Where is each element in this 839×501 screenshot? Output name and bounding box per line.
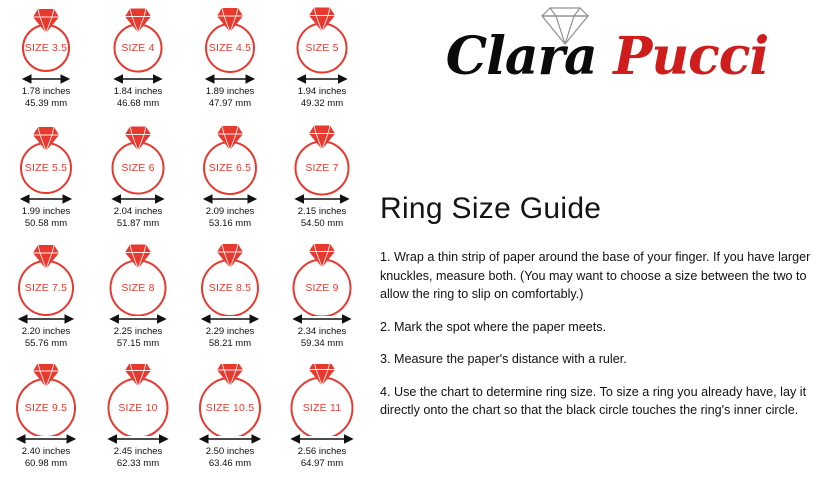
ring-measurement: [276, 326, 368, 349]
ring-size-label: SIZE 8: [121, 282, 155, 294]
measurement-inches: 2.25 inches: [113, 326, 163, 337]
ring-measurement: [276, 446, 368, 469]
instruction-step: 4. Use the chart to determine ring size. To size a ring you already have, lay it directly onto the chart so that the black circle touches the ring's inner circle.: [380, 384, 807, 417]
ring-size-label: SIZE 9.5: [24, 402, 68, 414]
ring-size-label: SIZE 7: [305, 162, 339, 174]
measurement-inches: 1.84 inches: [113, 86, 163, 97]
ring-size-cell[interactable]: [92, 4, 184, 124]
double-arrow-icon: [6, 432, 86, 444]
ring-size-label: SIZE 11: [302, 402, 342, 414]
ring-size-label: SIZE 5.5: [24, 162, 68, 174]
ring-measurement: [92, 206, 184, 229]
measurement-mm: 57.15 mm: [116, 337, 160, 349]
double-arrow-icon: [6, 312, 86, 324]
ring-measurement: [184, 446, 276, 469]
diamond-ring-icon: [94, 4, 182, 76]
ring-size-cell[interactable]: [276, 364, 368, 484]
page-title: Ring Size Guide: [380, 192, 602, 225]
ring-size-chart: [0, 0, 368, 501]
ring-measurement: [0, 326, 92, 349]
ring-size-label: SIZE 3.5: [24, 42, 68, 54]
diamond-ring-icon: [186, 364, 274, 436]
double-arrow-icon: [98, 312, 178, 324]
measurement-mm: 63.46 mm: [208, 457, 252, 469]
ring-size-cell[interactable]: [276, 244, 368, 364]
ring-measurement: [92, 326, 184, 349]
measurement-mm: 59.34 mm: [300, 337, 344, 349]
ring-size-label: SIZE 7.5: [24, 282, 68, 294]
ring-size-cell[interactable]: [0, 4, 92, 124]
ring-size-cell[interactable]: [276, 124, 368, 244]
instruction-step: 1. Wrap a thin strip of paper around the base of your finger. If you have larger knuckles, measure both. (You may want to choose a size between the two to allow the ring to slip on comfortably.): [380, 250, 811, 301]
measurement-mm: 53.16 mm: [208, 217, 252, 229]
diamond-ring-icon: [2, 4, 90, 76]
ring-measurement: [92, 446, 184, 469]
measurement-inches: 2.15 inches: [297, 206, 347, 217]
diamond-ring-icon: [278, 244, 366, 316]
double-arrow-icon: [282, 432, 362, 444]
measurement-mm: 64.97 mm: [300, 457, 344, 469]
measurement-inches: 2.56 inches: [297, 446, 347, 457]
measurement-mm: 51.87 mm: [116, 217, 160, 229]
brand-logo: [382, 4, 832, 104]
measurement-mm: 58.21 mm: [208, 337, 252, 349]
measurement-mm: 50.58 mm: [24, 217, 68, 229]
ring-size-label: SIZE 5: [305, 42, 339, 54]
brand-name: [382, 28, 832, 86]
ring-size-label: SIZE 6.5: [208, 162, 252, 174]
double-arrow-icon: [98, 72, 178, 84]
ring-size-cell[interactable]: [184, 244, 276, 364]
measurement-mm: 54.50 mm: [300, 217, 344, 229]
double-arrow-icon: [190, 192, 270, 204]
diamond-ring-icon: [278, 124, 366, 196]
ring-size-cell[interactable]: [92, 244, 184, 364]
ring-size-label: SIZE 9: [305, 282, 339, 294]
ring-measurement: [0, 446, 92, 469]
ring-size-label: SIZE 10.5: [205, 402, 255, 414]
measurement-inches: 2.29 inches: [205, 326, 255, 337]
diamond-ring-icon: [2, 244, 90, 316]
brand-second-word: Pucci: [613, 26, 769, 87]
ring-measurement: [92, 86, 184, 109]
measurement-inches: 1.78 inches: [21, 86, 71, 97]
measurement-mm: 45.39 mm: [24, 97, 68, 109]
ring-measurement: [276, 206, 368, 229]
diamond-ring-icon: [278, 4, 366, 76]
double-arrow-icon: [6, 72, 86, 84]
diamond-ring-icon: [2, 364, 90, 436]
ring-measurement: [184, 326, 276, 349]
measurement-mm: 60.98 mm: [24, 457, 68, 469]
ring-size-label: SIZE 4.5: [208, 42, 252, 54]
ring-size-cell[interactable]: [184, 124, 276, 244]
instruction-step: 2. Mark the spot where the paper meets.: [380, 319, 607, 334]
measurement-inches: 1.89 inches: [205, 86, 255, 97]
ring-size-cell[interactable]: [92, 124, 184, 244]
double-arrow-icon: [282, 312, 362, 324]
measurement-inches: 2.50 inches: [205, 446, 255, 457]
measurement-mm: 62.33 mm: [116, 457, 160, 469]
diamond-ring-icon: [186, 4, 274, 76]
diamond-ring-icon: [278, 364, 366, 436]
measurement-inches: 2.45 inches: [113, 446, 163, 457]
measurement-inches: 1.99 inches: [21, 206, 71, 217]
double-arrow-icon: [98, 432, 178, 444]
diamond-ring-icon: [186, 124, 274, 196]
diamond-ring-icon: [94, 364, 182, 436]
ring-size-label: SIZE 8.5: [208, 282, 252, 294]
ring-measurement: [276, 86, 368, 109]
ring-size-cell[interactable]: [184, 364, 276, 484]
guide-panel: [372, 0, 839, 501]
diamond-ring-icon: [94, 244, 182, 316]
double-arrow-icon: [282, 192, 362, 204]
brand-first-word: Clara: [445, 26, 597, 87]
measurement-mm: 46.68 mm: [116, 97, 160, 109]
ring-size-cell[interactable]: [184, 4, 276, 124]
measurement-inches: 2.20 inches: [21, 326, 71, 337]
measurement-inches: 1.94 inches: [297, 86, 347, 97]
ring-measurement: [0, 86, 92, 109]
ring-size-cell[interactable]: [92, 364, 184, 484]
ring-measurement: [184, 206, 276, 229]
measurement-inches: 2.40 inches: [21, 446, 71, 457]
double-arrow-icon: [6, 192, 86, 204]
diamond-ring-icon: [186, 244, 274, 316]
double-arrow-icon: [190, 72, 270, 84]
double-arrow-icon: [190, 312, 270, 324]
measurement-mm: 55.76 mm: [24, 337, 68, 349]
measurement-mm: 47.97 mm: [208, 97, 252, 109]
ring-size-cell[interactable]: [0, 364, 92, 484]
measurement-inches: 2.09 inches: [205, 206, 255, 217]
diamond-ring-icon: [2, 124, 90, 196]
measurement-mm: 49.32 mm: [300, 97, 344, 109]
ring-size-cell[interactable]: [0, 124, 92, 244]
instruction-step: 3. Measure the paper's distance with a ruler.: [380, 352, 627, 366]
ring-size-cell[interactable]: [276, 4, 368, 124]
measurement-inches: 2.04 inches: [113, 206, 163, 217]
instruction-list: [380, 248, 830, 434]
ring-size-label: SIZE 6: [121, 162, 155, 174]
double-arrow-icon: [98, 192, 178, 204]
ring-size-label: SIZE 10: [118, 402, 158, 414]
double-arrow-icon: [190, 432, 270, 444]
measurement-inches: 2.34 inches: [297, 326, 347, 337]
diamond-ring-icon: [94, 124, 182, 196]
ring-measurement: [184, 86, 276, 109]
ring-measurement: [0, 206, 92, 229]
double-arrow-icon: [282, 72, 362, 84]
ring-size-cell[interactable]: [0, 244, 92, 364]
ring-size-label: SIZE 4: [121, 42, 155, 54]
